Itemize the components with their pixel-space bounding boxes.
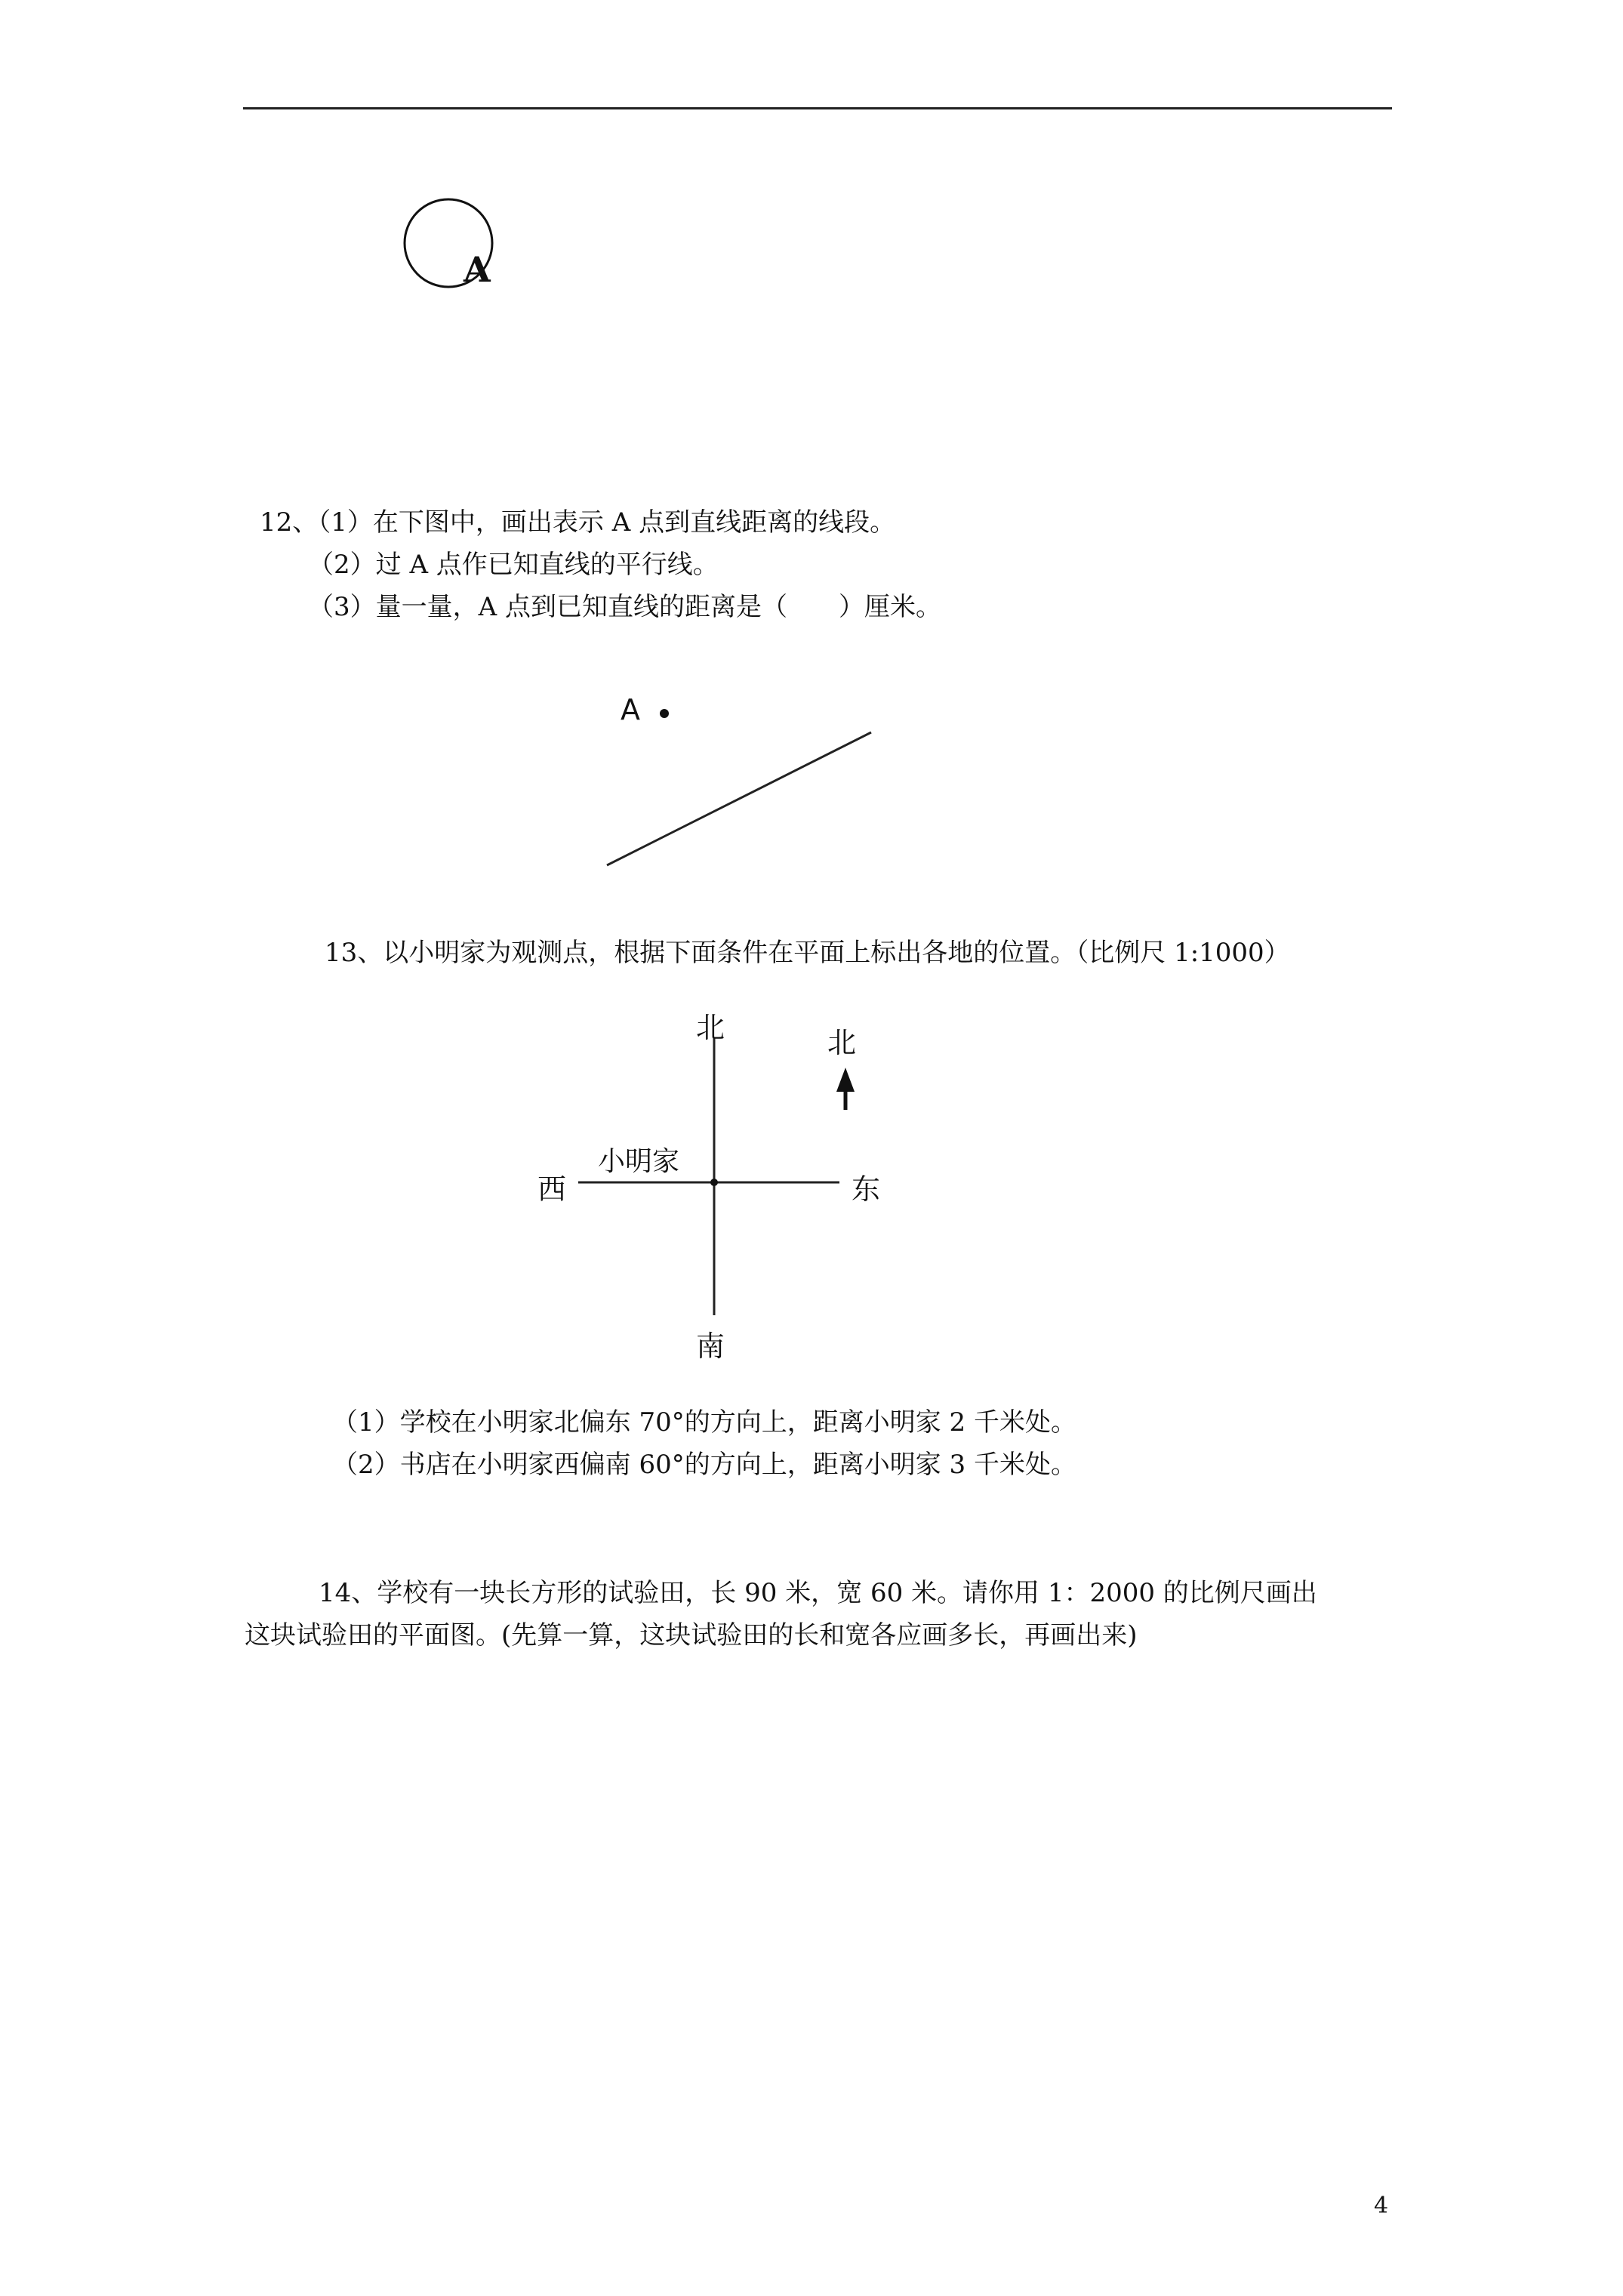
- q13-line1: 13、以小明家为观测点，根据下面条件在平面上标出各地的位置。（比例尺 1:1000）: [325, 938, 1290, 968]
- north-arrow-head: [836, 1068, 855, 1092]
- label-center-home: 小明家: [598, 1146, 680, 1177]
- label-north: 北: [696, 1011, 725, 1044]
- xiaoming-home-dot: [710, 1179, 718, 1186]
- q12-line3: （3）量一量，A 点到已知直线的距离是（ ）厘米。: [308, 592, 941, 622]
- given-line: [607, 732, 871, 865]
- label-south: 南: [696, 1330, 725, 1363]
- q14-line2: 这块试验田的平面图。(先算一算，这块试验田的长和宽各应画多长，再画出来): [245, 1620, 1138, 1650]
- point-a-dot: [660, 709, 669, 718]
- label-arrow-north: 北: [827, 1026, 857, 1059]
- label-east: 东: [852, 1173, 881, 1206]
- q14-line1: 14、学校有一块长方形的试验田，长 90 米，宽 60 米。请你用 1：2000 的比例尺画出: [319, 1578, 1317, 1608]
- page-number: 4: [1374, 2193, 1389, 2219]
- q13-item2: （2）书店在小明家西偏南 60°的方向上，距离小明家 3 千米处。: [332, 1450, 1076, 1480]
- label-west: 西: [537, 1173, 567, 1206]
- q12-line2: （2）过 A 点作已知直线的平行线。: [308, 550, 719, 580]
- q12-line1: 12、（1）在下图中，画出表示 A 点到直线距离的线段。: [260, 507, 896, 538]
- q13-item1: （1）学校在小明家北偏东 70°的方向上，距离小明家 2 千米处。: [332, 1407, 1076, 1438]
- circle-label: A: [463, 249, 491, 290]
- q12-point-label: A: [621, 693, 640, 726]
